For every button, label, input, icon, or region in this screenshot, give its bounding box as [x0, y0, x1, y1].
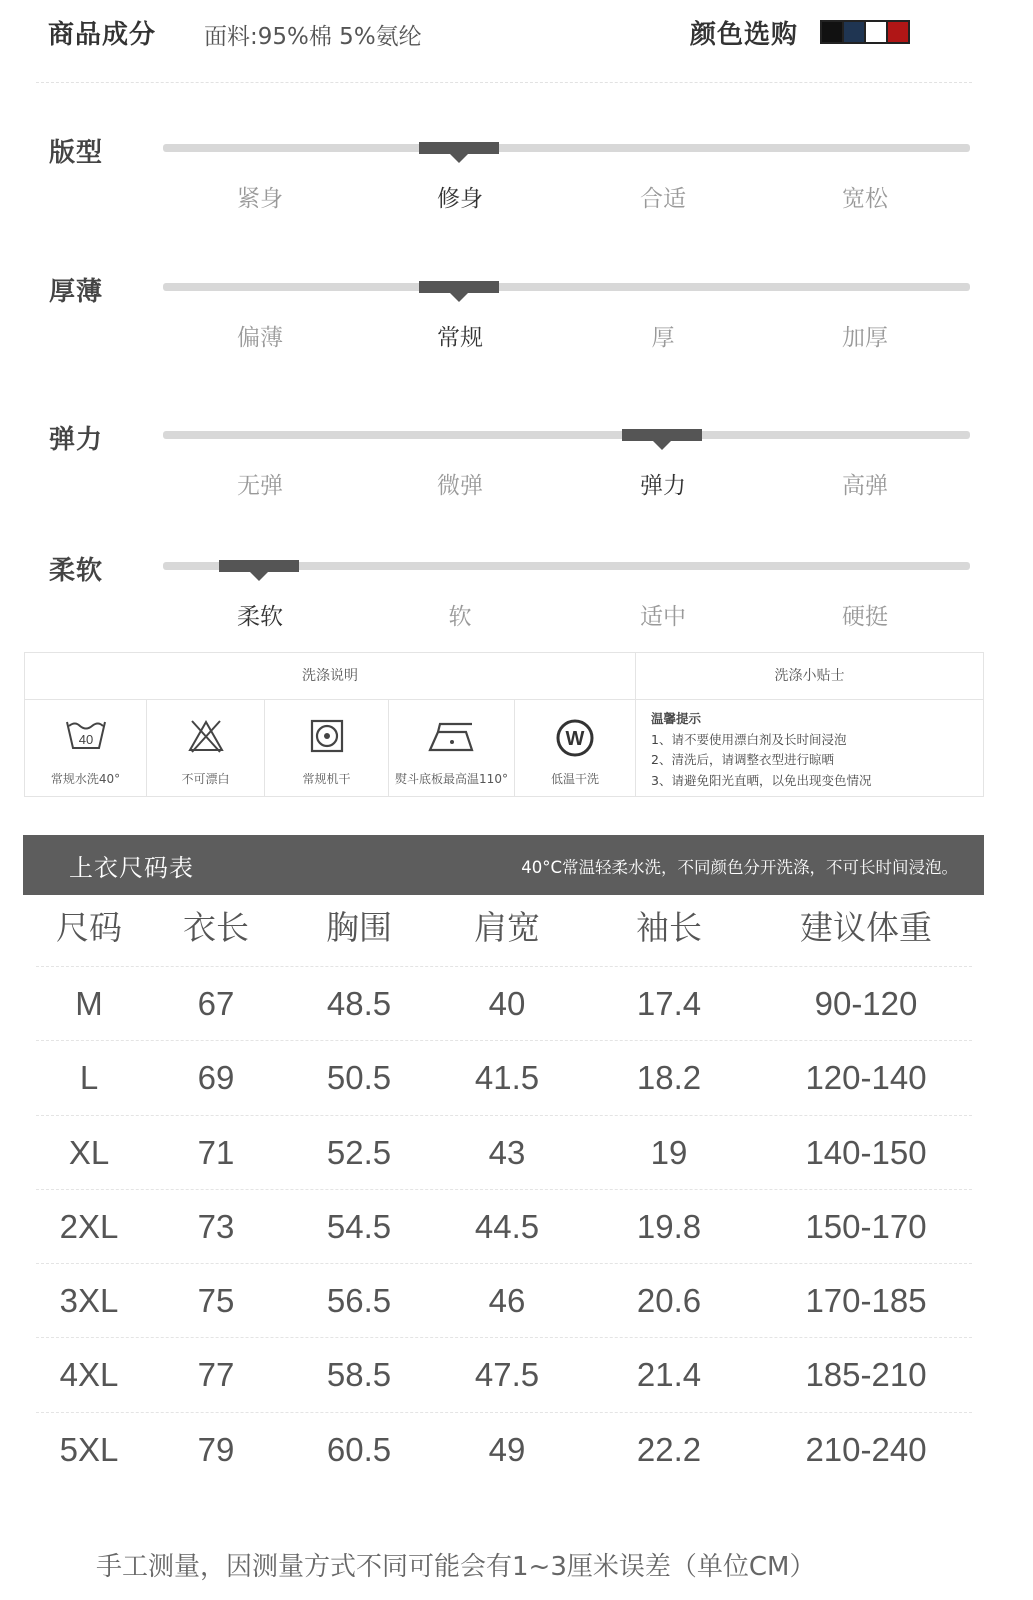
elasticity-scale — [0, 419, 1033, 529]
table-cell: 21.4 — [636, 1356, 702, 1394]
table-cell: 75 — [197, 1282, 235, 1320]
size-chart-title: 上衣尺码表 — [69, 854, 194, 882]
scale-marker — [622, 429, 702, 441]
table-cell: 44.5 — [474, 1207, 540, 1245]
scale-title: 弹力 — [49, 425, 104, 455]
care-item-clean — [515, 700, 636, 796]
scale-option: 微弹 — [437, 473, 483, 499]
wash-temp-symbol: 40 — [78, 732, 93, 747]
care-label: 常规水洗40° — [50, 772, 121, 786]
table-cell: 140-150 — [805, 1133, 927, 1171]
scale-option: 柔软 — [237, 604, 283, 630]
table-row — [36, 1413, 972, 1487]
table-cell: 90-120 — [814, 985, 918, 1022]
care-item-iron — [389, 700, 515, 796]
scale-option: 硬挺 — [842, 604, 888, 630]
table-cell: L — [79, 1059, 99, 1097]
scale-option: 宽松 — [842, 186, 888, 212]
header-cell: 衣长 — [183, 909, 249, 946]
table-cell: 3XL — [59, 1282, 119, 1320]
scale-marker — [219, 560, 299, 572]
scale-title: 柔软 — [49, 556, 104, 586]
table-cell: M — [75, 985, 103, 1022]
scale-option: 常规 — [437, 325, 483, 351]
size-chart-banner — [23, 835, 984, 895]
tip-line: 3、请避免阳光直晒，以免出现变色情况 — [651, 772, 872, 788]
table-row — [36, 1116, 972, 1190]
table-cell: 54.5 — [326, 1207, 392, 1245]
scale-track — [163, 144, 970, 152]
header-cell: 尺码 — [56, 909, 122, 946]
table-row — [36, 1190, 972, 1264]
table-cell: 120-140 — [805, 1059, 927, 1097]
tips-heading: 温馨提示 — [651, 711, 702, 726]
table-cell: 5XL — [59, 1430, 119, 1468]
color-swatch-white[interactable] — [864, 20, 888, 44]
care-tips-title: 洗涤小贴士 — [636, 653, 983, 700]
care-item-dry — [265, 700, 389, 796]
table-cell: 43 — [488, 1133, 526, 1171]
scale-option: 厚 — [651, 325, 675, 351]
scale-option: 软 — [448, 604, 472, 630]
table-cell: 67 — [197, 985, 235, 1022]
table-row — [36, 967, 972, 1041]
fit-scale — [0, 132, 1033, 242]
care-table — [24, 652, 984, 797]
table-cell: 49 — [488, 1430, 526, 1468]
wet-clean-icon — [555, 718, 595, 758]
table-cell: XL — [68, 1133, 110, 1171]
table-cell: 77 — [197, 1356, 235, 1394]
table-cell: 60.5 — [326, 1430, 392, 1468]
tip-line: 2、清洗后，请调整衣型进行晾晒 — [651, 752, 834, 767]
scale-track — [163, 431, 970, 439]
size-table-header — [36, 895, 972, 967]
table-cell: 47.5 — [474, 1356, 540, 1394]
table-cell: 50.5 — [326, 1059, 392, 1097]
wet-clean-symbol: W — [565, 728, 585, 750]
care-item-wash — [25, 700, 147, 796]
table-cell: 71 — [197, 1133, 235, 1171]
scale-track — [163, 283, 970, 291]
no-bleach-icon — [186, 718, 226, 754]
table-cell: 185-210 — [805, 1356, 927, 1394]
table-cell: 41.5 — [474, 1059, 540, 1097]
table-cell: 58.5 — [326, 1356, 392, 1394]
table-cell: 52.5 — [326, 1133, 392, 1171]
care-instructions-title: 洗涤说明 — [25, 653, 636, 700]
table-row — [36, 1338, 972, 1412]
table-cell: 4XL — [59, 1356, 119, 1394]
thickness-scale — [0, 271, 1033, 381]
iron-icon — [426, 718, 478, 754]
measurement-footnote: 手工测量，因测量方式不同可能会有1~3厘米误差（单位CM） — [96, 1552, 816, 1582]
color-swatch-red[interactable] — [886, 20, 910, 44]
header-cell: 建议体重 — [800, 909, 932, 946]
size-chart-wash-note: 40°C常温轻柔水洗，不同颜色分开洗涤，不可长时间浸泡。 — [521, 858, 958, 877]
table-cell: 46 — [488, 1282, 526, 1320]
table-cell: 17.4 — [636, 985, 702, 1022]
scale-option: 偏薄 — [237, 325, 283, 351]
scale-marker — [419, 142, 499, 154]
care-item-bleach — [147, 700, 265, 796]
table-cell: 79 — [197, 1430, 235, 1468]
table-cell: 170-185 — [805, 1282, 927, 1320]
color-swatch-black[interactable] — [820, 20, 844, 44]
header-cell: 胸围 — [326, 909, 392, 946]
table-cell: 210-240 — [805, 1430, 927, 1468]
care-tips — [651, 709, 871, 791]
care-label: 熨斗底板最高温110° — [395, 772, 508, 786]
scale-option: 紧身 — [237, 186, 283, 212]
table-cell: 19.8 — [636, 1207, 702, 1245]
tumble-dry-icon — [309, 718, 345, 754]
scale-option: 适中 — [640, 604, 686, 630]
scale-option: 合适 — [640, 186, 686, 212]
table-cell: 22.2 — [636, 1430, 702, 1468]
table-cell: 150-170 — [805, 1207, 927, 1245]
table-cell: 18.2 — [636, 1059, 702, 1097]
fabric-composition: 面料:95%棉 5%氨纶 — [204, 24, 422, 50]
table-cell: 20.6 — [636, 1282, 702, 1320]
softness-scale — [0, 550, 1033, 660]
table-cell: 56.5 — [326, 1282, 392, 1320]
header-divider — [36, 82, 972, 83]
scale-title: 厚薄 — [49, 277, 104, 307]
care-label: 低温干洗 — [550, 772, 599, 786]
table-row — [36, 1264, 972, 1338]
wash-40-icon — [64, 718, 108, 752]
scale-option: 加厚 — [842, 325, 888, 351]
care-label: 常规机干 — [302, 772, 351, 786]
scale-option: 高弹 — [842, 473, 888, 499]
header-cell: 肩宽 — [474, 909, 540, 946]
scale-option: 修身 — [437, 186, 483, 212]
color-swatches — [820, 20, 908, 44]
color-swatch-navy[interactable] — [842, 20, 866, 44]
scale-title: 版型 — [49, 138, 104, 168]
table-row — [36, 1041, 972, 1115]
care-label: 不可漂白 — [181, 772, 230, 786]
table-cell: 48.5 — [326, 985, 392, 1022]
table-cell: 40 — [488, 985, 526, 1022]
scale-marker — [419, 281, 499, 293]
tip-line: 1、请不要使用漂白剂及长时间浸泡 — [651, 731, 847, 747]
table-cell: 19 — [650, 1133, 688, 1171]
scale-option: 无弹 — [237, 473, 283, 499]
table-cell: 69 — [197, 1059, 235, 1097]
composition-label: 商品成分 — [48, 20, 157, 50]
table-cell: 73 — [197, 1207, 235, 1245]
size-table — [36, 895, 972, 1487]
color-select-label: 颜色选购 — [690, 20, 799, 50]
scale-option: 弹力 — [640, 473, 686, 499]
table-cell: 2XL — [59, 1207, 119, 1245]
header-cell: 袖长 — [636, 909, 702, 946]
